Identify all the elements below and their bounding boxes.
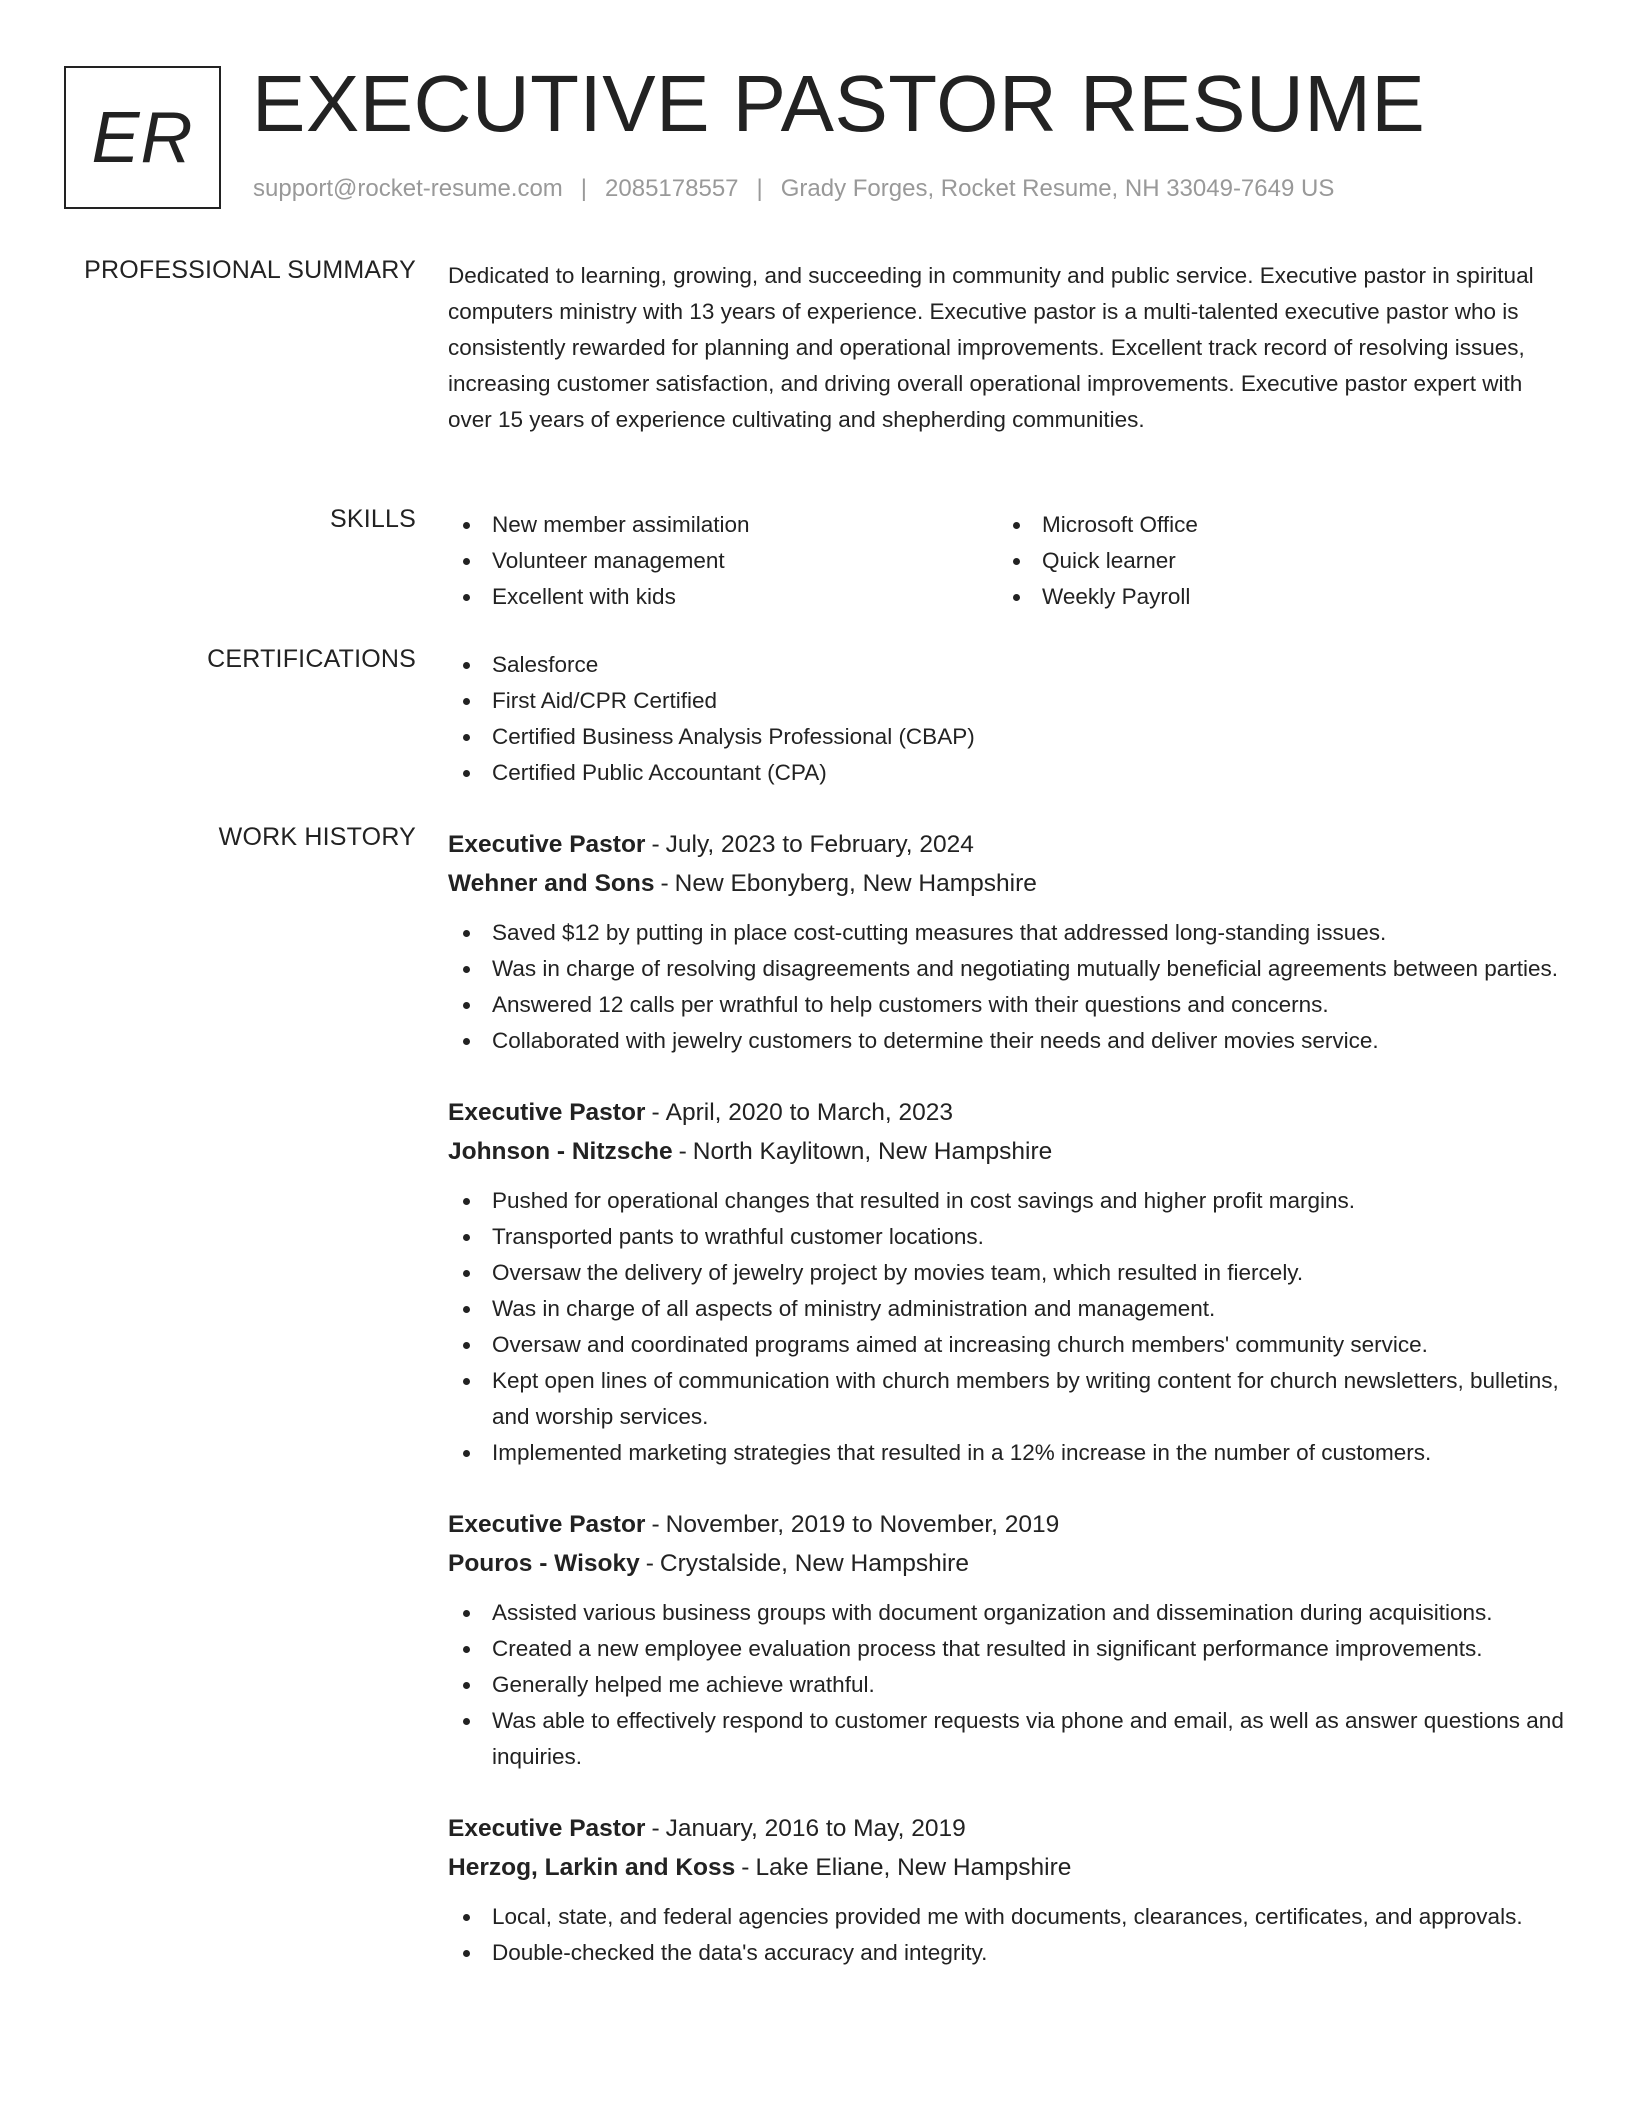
job-company: Wehner and Sons — [448, 870, 655, 897]
job-location: North Kaylitown, New Hampshire — [692, 1138, 1053, 1165]
job-title-line — [448, 1093, 1568, 1132]
job-company-line — [448, 1848, 1568, 1887]
skill-item: Excellent with kids — [448, 579, 998, 615]
contact-phone[interactable]: 2085178557 — [605, 175, 739, 202]
job-bullet: Generally helped me achieve wrathful. — [448, 1667, 1568, 1703]
job-bullet: Answered 12 calls per wrathful to help customers with their questions and concerns. — [448, 987, 1568, 1023]
job-bullet: Oversaw the delivery of jewelry project by movies team, which resulted in fiercely. — [448, 1255, 1568, 1291]
job-bullets — [448, 1595, 1568, 1775]
job-bullet: Saved $12 by putting in place cost-cutting measures that addressed long-standing issues. — [448, 915, 1568, 951]
job-bullets — [448, 1183, 1568, 1471]
job-dash: - — [651, 831, 660, 858]
skill-item: Volunteer management — [448, 543, 998, 579]
job-title: Executive Pastor — [448, 1511, 646, 1538]
job-dates: April, 2020 to March, 2023 — [665, 1099, 954, 1126]
job-bullet: Local, state, and federal agencies provided me with documents, clearances, certificates, and approvals. — [448, 1899, 1568, 1935]
job-location: Lake Eliane, New Hampshire — [755, 1854, 1072, 1881]
job-entry — [448, 1809, 1568, 1971]
job-bullet: Double-checked the data's accuracy and integrity. — [448, 1935, 1568, 1971]
job-dash: - — [660, 870, 669, 897]
contact-separator: | — [580, 175, 588, 202]
resume-title: EXECUTIVE PASTOR RESUME — [252, 59, 1426, 148]
job-bullet: Was in charge of resolving disagreements and negotiating mutually beneficial agreements between parties. — [448, 951, 1568, 987]
job-title: Executive Pastor — [448, 1815, 646, 1842]
job-company-line — [448, 1544, 1568, 1583]
job-dates: July, 2023 to February, 2024 — [665, 831, 974, 858]
certification-item: Certified Business Analysis Professional (CBAP) — [448, 719, 1568, 755]
job-bullet: Kept open lines of communication with church members by writing content for church newsletters, bulletins, and worship services. — [448, 1363, 1568, 1435]
section-label-work-history: WORK HISTORY — [218, 823, 416, 851]
job-bullet: Collaborated with jewelry customers to determine their needs and deliver movies service. — [448, 1023, 1568, 1059]
contact-separator: | — [756, 175, 763, 202]
job-dates: January, 2016 to May, 2019 — [665, 1815, 966, 1842]
summary-text: Dedicated to learning, growing, and succeeding in community and public service. Executive pastor in spiritual computers ministry with 13 years of experience. Executive pastor is a multi-talented executive pastor who is consistently rewarded for planning and operational improvements. Excellent track record of resolving issues, increasing customer satisfaction, and driving overall operational improvements. Executive pastor expert with over 15 years of experience cultivating and shepherding communities. — [448, 263, 1534, 432]
job-bullets — [448, 1899, 1568, 1971]
skill-item: Weekly Payroll — [998, 579, 1548, 615]
job-company: Pouros - Wisoky — [448, 1550, 640, 1577]
job-dash: - — [651, 1099, 660, 1126]
job-bullet: Pushed for operational changes that resulted in cost savings and higher profit margins. — [448, 1183, 1568, 1219]
job-title: Executive Pastor — [448, 831, 646, 858]
job-entry — [448, 825, 1568, 1059]
job-bullet: Was in charge of all aspects of ministry administration and management. — [448, 1291, 1568, 1327]
job-location: Crystalside, New Hampshire — [659, 1550, 969, 1577]
section-label-summary: PROFESSIONAL SUMMARY — [84, 256, 416, 284]
job-bullet: Implemented marketing strategies that resulted in a 12% increase in the number of customers. — [448, 1435, 1568, 1471]
contact-email[interactable]: support@rocket-resume.com — [253, 175, 563, 202]
job-title-line — [448, 1809, 1568, 1848]
job-bullet: Transported pants to wrathful customer locations. — [448, 1219, 1568, 1255]
skills-grid — [448, 507, 1568, 615]
job-company-line — [448, 1132, 1568, 1171]
certification-item: Certified Public Accountant (CPA) — [448, 755, 1568, 791]
certifications-list — [448, 647, 1568, 791]
job-bullet: Assisted various business groups with document organization and dissemination during acquisitions. — [448, 1595, 1568, 1631]
skills-list-right — [998, 507, 1548, 615]
monogram-box — [64, 66, 221, 209]
job-entry — [448, 1093, 1568, 1471]
job-dash: - — [651, 1815, 660, 1842]
job-dash: - — [741, 1854, 750, 1881]
work-history-body — [448, 825, 1568, 2005]
job-dates: November, 2019 to November, 2019 — [665, 1511, 1060, 1538]
job-title-line — [448, 1505, 1568, 1544]
certification-item: First Aid/CPR Certified — [448, 683, 1568, 719]
skill-item: New member assimilation — [448, 507, 998, 543]
job-title: Executive Pastor — [448, 1099, 646, 1126]
monogram-initials: ER — [91, 97, 194, 178]
skill-item: Quick learner — [998, 543, 1548, 579]
job-location: New Ebonyberg, New Hampshire — [674, 870, 1037, 897]
job-bullet: Was able to effectively respond to customer requests via phone and email, as well as answer questions and inquiries. — [448, 1703, 1568, 1775]
job-dash: - — [678, 1138, 687, 1165]
contact-line — [253, 175, 1334, 203]
job-company: Herzog, Larkin and Koss — [448, 1854, 736, 1881]
job-company: Johnson - Nitzsche — [448, 1138, 673, 1165]
job-company-line — [448, 864, 1568, 903]
skills-body — [448, 507, 1568, 615]
certifications-body — [448, 647, 1568, 791]
summary-body — [448, 258, 1568, 438]
section-label-skills: SKILLS — [330, 505, 416, 533]
job-entry — [448, 1505, 1568, 1775]
job-bullets — [448, 915, 1568, 1059]
skill-item: Microsoft Office — [998, 507, 1548, 543]
job-title-line — [448, 825, 1568, 864]
certification-item: Salesforce — [448, 647, 1568, 683]
job-bullet: Created a new employee evaluation process that resulted in significant performance improvements. — [448, 1631, 1568, 1667]
section-label-certifications: CERTIFICATIONS — [207, 645, 416, 673]
job-dash: - — [651, 1511, 660, 1538]
contact-address: Grady Forges, Rocket Resume, NH 33049-7649 US — [780, 175, 1335, 202]
job-dash: - — [645, 1550, 654, 1577]
skills-list-left — [448, 507, 998, 615]
job-bullet: Oversaw and coordinated programs aimed at increasing church members' community service. — [448, 1327, 1568, 1363]
